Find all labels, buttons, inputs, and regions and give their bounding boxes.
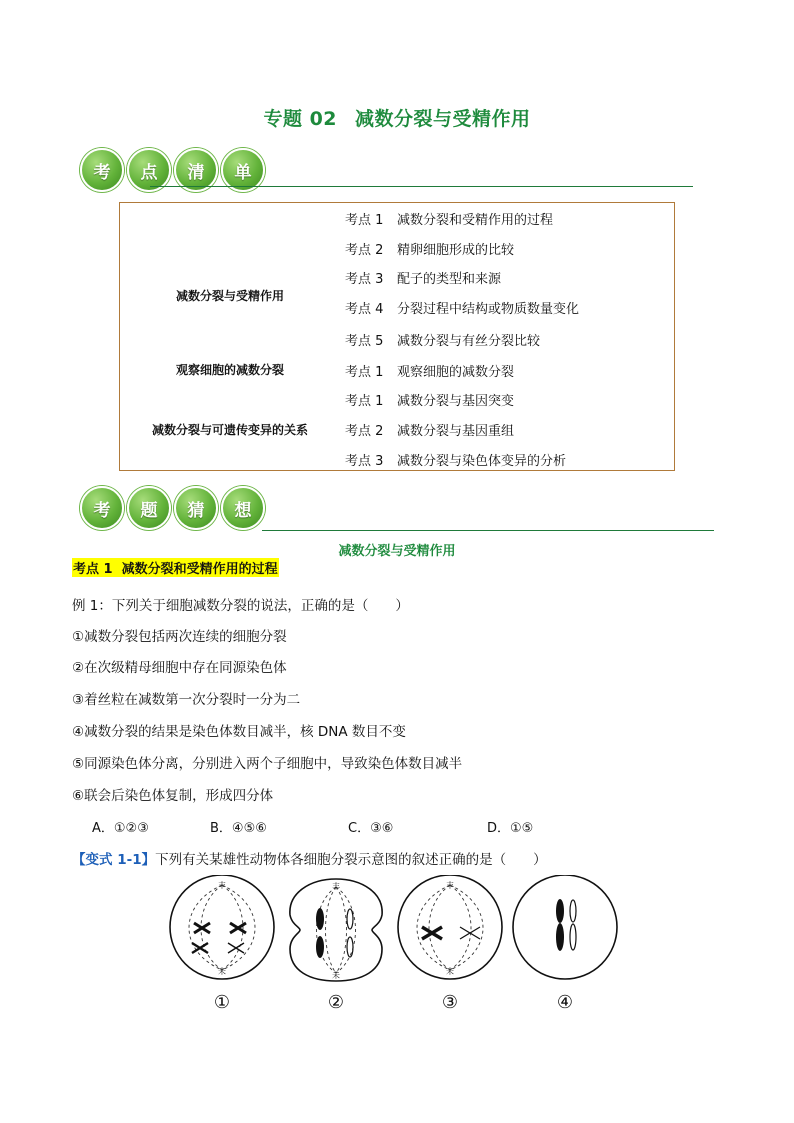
topic-highlight: [72, 558, 279, 577]
figure-caption: ④: [556, 992, 574, 1013]
statement-item: ⑤同源染色体分离，分别进入两个子细胞中，导致染色体数目减半: [72, 756, 463, 772]
figure-caption: ①: [213, 992, 231, 1013]
outline-key: 考点 5: [345, 334, 384, 349]
outline-text: 减数分裂与基因突变: [397, 394, 515, 409]
outline-group: 减数分裂与受精作用: [175, 289, 284, 303]
statement-item: ④减数分裂的结果是染色体数目减半，核 DNA 数目不变: [72, 724, 406, 740]
outline-key: 考点 2: [345, 243, 384, 258]
outline-row: [345, 298, 579, 317]
outline-key: 考点 1: [345, 394, 384, 409]
badge-char: 题: [127, 486, 171, 530]
topic-label: 考点 1: [73, 562, 113, 577]
topic-text: 减数分裂和受精作用的过程: [121, 562, 278, 577]
badge-char: 点: [127, 148, 171, 192]
banner-questions: [80, 486, 265, 530]
statement-item: ①减数分裂包括两次连续的细胞分裂: [72, 629, 287, 645]
outline-key: 考点 1: [345, 213, 384, 228]
svg-text:丰: 丰: [218, 881, 226, 890]
outline-text: 减数分裂与有丝分裂比较: [397, 334, 541, 349]
cell-diagram-2: [290, 879, 382, 981]
outline-table: [119, 202, 675, 471]
variant-question: [72, 848, 547, 868]
outline-text: 分裂过程中结构或物质数量变化: [397, 302, 580, 317]
answer-option: B．④⑤⑥: [210, 821, 267, 836]
outline-row: [345, 420, 514, 439]
badge-char: 考: [80, 486, 124, 530]
badge-char: 想: [221, 486, 265, 530]
outline-key: 考点 3: [345, 454, 384, 469]
outline-row: [345, 390, 514, 409]
outline-key: 考点 3: [345, 272, 384, 287]
answer-option: A．①②③: [92, 821, 149, 836]
svg-text:丰: 丰: [446, 881, 454, 890]
svg-text:丰: 丰: [332, 882, 340, 891]
outline-row: [345, 239, 514, 258]
badge-char: 考: [80, 148, 124, 192]
svg-text:未: 未: [446, 967, 454, 976]
outline-group: 观察细胞的减数分裂: [175, 363, 284, 377]
statement-item: ③着丝粒在减数第一次分裂时一分为二: [72, 692, 301, 708]
outline-row: [345, 209, 553, 228]
outline-text: 减数分裂与基因重组: [397, 424, 515, 439]
statement-item: ⑥联会后染色体复制，形成四分体: [72, 788, 274, 804]
page-title: [0, 104, 794, 131]
title-text: 减数分裂与受精作用: [355, 108, 531, 130]
figure-caption: ②: [327, 992, 345, 1013]
figure-caption: ③: [441, 992, 459, 1013]
banner-divider: [262, 530, 714, 531]
cell-diagram-4: [513, 875, 617, 979]
badge-char: 单: [221, 148, 265, 192]
title-number: 专题 02: [263, 108, 338, 130]
outline-key: 考点 4: [345, 302, 384, 317]
outline-key: 考点 1: [345, 365, 384, 380]
outline-row: [345, 450, 566, 469]
variant-text: 下列有关某雄性动物体各细胞分裂示意图的叙述正确的是（ ）: [155, 852, 547, 868]
question-stem: 例 1：下列关于细胞减数分裂的说法，正确的是（ ）: [72, 598, 409, 614]
outline-text: 观察细胞的减数分裂: [397, 365, 515, 380]
svg-text:未: 未: [332, 971, 340, 980]
statement-item: ②在次级精母细胞中存在同源染色体: [72, 660, 287, 676]
answer-option: C．③⑥: [348, 821, 394, 836]
cell-diagram-3: [398, 875, 502, 979]
outline-text: 减数分裂与染色体变异的分析: [397, 454, 567, 469]
outline-row: [345, 330, 540, 349]
outline-key: 考点 2: [345, 424, 384, 439]
outline-text: 精卵细胞形成的比较: [397, 243, 515, 258]
section-heading: 减数分裂与受精作用: [338, 544, 456, 559]
svg-text:未: 未: [218, 967, 226, 976]
badge-char: 清: [174, 148, 218, 192]
outline-row: [345, 361, 514, 380]
variant-tag: 【变式 1-1】: [72, 852, 156, 868]
cell-diagram-1: [170, 875, 274, 979]
outline-row: [345, 268, 501, 287]
outline-text: 减数分裂和受精作用的过程: [397, 213, 554, 228]
badge-char: 猜: [174, 486, 218, 530]
banner-divider: [150, 186, 693, 187]
answer-option: D．①⑤: [487, 821, 534, 836]
outline-group: 减数分裂与可遗传变异的关系: [151, 423, 308, 437]
outline-text: 配子的类型和来源: [397, 272, 502, 287]
cell-division-figure: [160, 875, 620, 985]
